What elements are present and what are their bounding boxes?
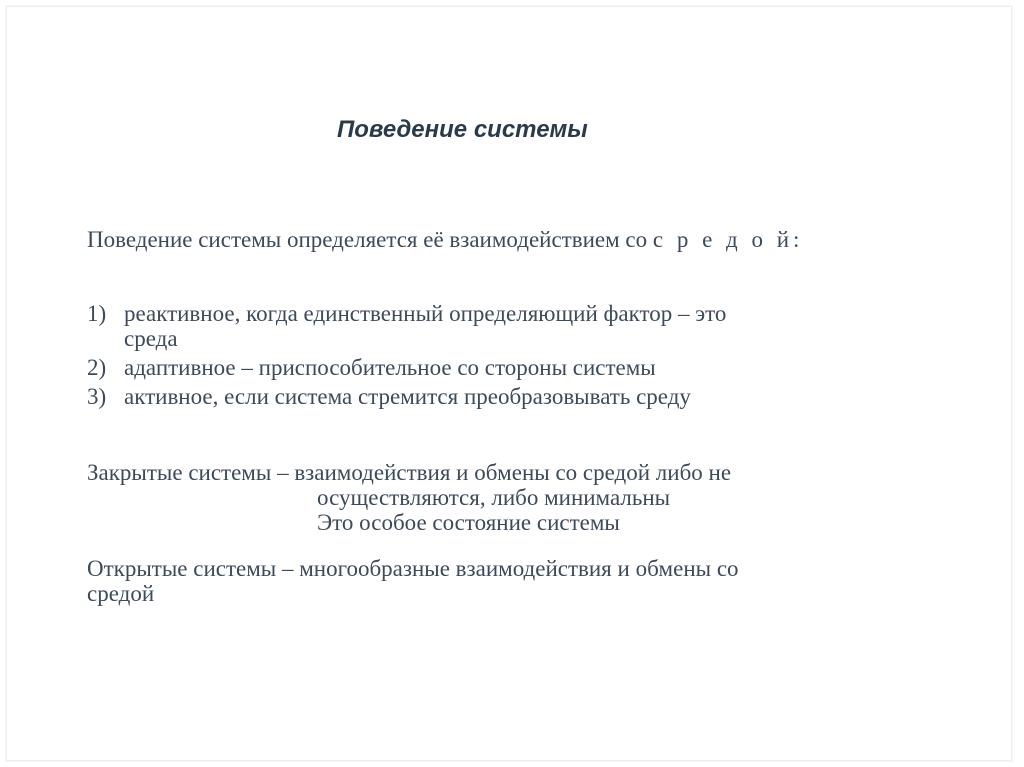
closed-systems-line: Закрытые системы – взаимодействия и обмены со средой либо не [87, 460, 732, 485]
open-systems-paragraph [87, 556, 739, 606]
list-item [87, 355, 726, 380]
behavior-list [87, 301, 726, 413]
closed-systems-line: осуществляются, либо минимальны [317, 485, 671, 510]
list-item [87, 384, 726, 409]
list-number: 2) [87, 355, 107, 380]
slide [6, 6, 1012, 761]
list-number: 1) [87, 301, 107, 326]
slide-title: Поведение системы [337, 116, 588, 143]
open-systems-line: Открытые системы – многообразные взаимодействия и обмены со [87, 556, 739, 581]
intro-text: Поведение системы определяется её взаимодействием со [87, 227, 648, 252]
closed-systems-paragraph [87, 460, 731, 535]
closed-systems-line: Это особое состояние системы [317, 510, 620, 535]
list-item-text-continued: среда [124, 326, 178, 351]
open-systems-line: средой [87, 581, 155, 606]
list-item-text: реактивное, когда единственный определяющий фактор – это [124, 301, 727, 326]
intro-spaced-word: с р е д о й: [652, 227, 804, 252]
intro-paragraph [87, 227, 803, 252]
list-item-text: адаптивное – приспособительное со стороны системы [124, 355, 656, 380]
list-number: 3) [87, 384, 107, 409]
list-item [87, 301, 726, 351]
list-item-text: активное, если система стремится преобразовывать среду [124, 384, 691, 409]
